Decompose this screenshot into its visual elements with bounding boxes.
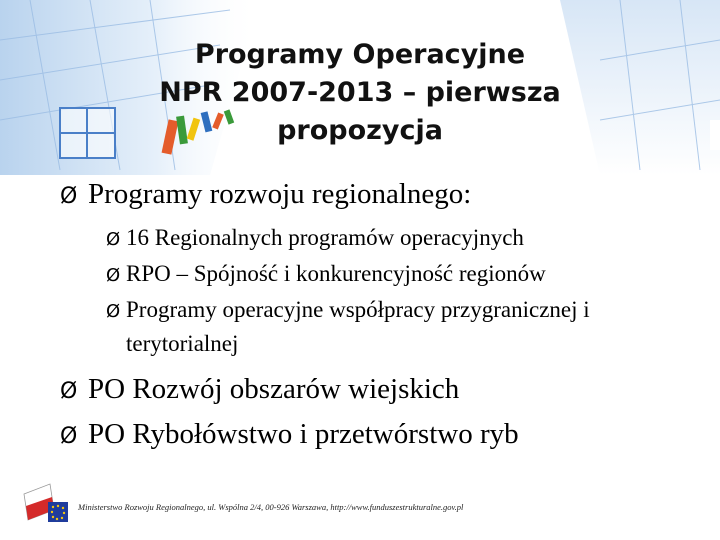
bullet-text: PO Rybołówstwo i przetwórstwo ryb [88,418,519,450]
bullet-arrow-icon: Ø [106,301,121,322]
bullet-text: RPO – Spójność i konkurencyjność regionów [126,261,546,286]
sub-bullet-16-regional [106,221,710,257]
slide-title [120,36,600,150]
sub-bullet-cross-border [106,293,626,361]
bullet-text: Programy operacyjne współpracy przygranicznej i terytorialnej [126,297,590,356]
bullet-arrow-icon: Ø [106,265,121,286]
bullet-arrow-icon: Ø [60,379,78,404]
bullet-arrow-icon: Ø [60,424,78,449]
bullet-regional-programs [60,176,710,215]
title-line-3: propozycja [277,115,443,146]
footer-address: Ministerstwo Rozwoju Regionalnego, ul. Wspólna 2/4, 00-926 Warszawa, http://www.funduszestrukturalne.gov.pl [78,502,464,512]
bullet-text: Programy rozwoju regionalnego: [88,178,472,210]
bullet-text: PO Rozwój obszarów wiejskich [88,373,460,405]
sub-bullet-rpo [106,257,710,293]
bullet-text: 16 Regionalnych programów operacyjnych [126,225,524,250]
bullet-list [60,170,710,461]
title-line-1: Programy Operacyjne [194,39,526,70]
bullet-rural-development [60,371,710,410]
bullet-fisheries [60,416,710,455]
ministry-logo-icon [20,480,70,526]
title-line-2: NPR 2007-2013 – pierwsza [159,77,561,108]
bullet-arrow-icon: Ø [106,229,121,250]
bullet-arrow-icon: Ø [60,184,78,209]
